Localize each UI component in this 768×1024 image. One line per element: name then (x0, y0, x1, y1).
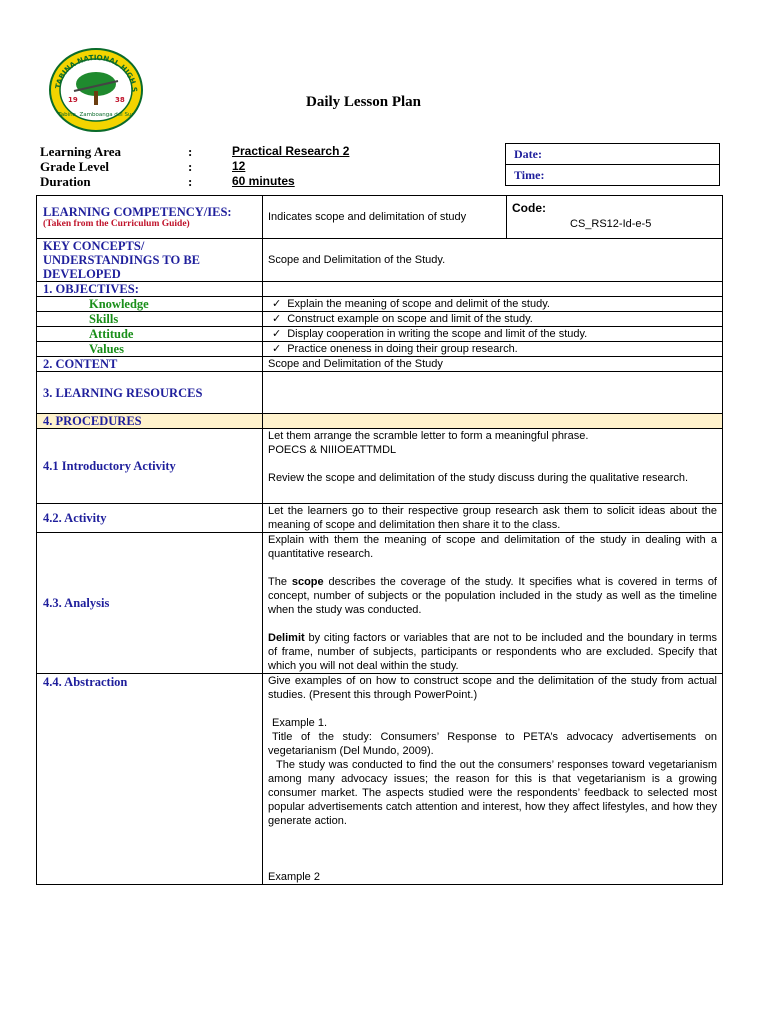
objective-knowledge-row (37, 297, 723, 312)
abstraction-paragraph-1: Give examples of on how to construct scope and the delimitation of the study from actual studies. (Present this through PowerPoint.) (268, 675, 717, 701)
objective-skills-row (37, 312, 723, 327)
key-concepts-value: Scope and Delimitation of the Study. (263, 239, 723, 282)
analysis-paragraph-3: Delimit by citing factors or variables that are not to be included and the boundary in terms of frame, number of subjects, participants or respondents who are excluded. Specify that which you will not deal within the study. (268, 632, 717, 672)
svg-text:19: 19 (68, 96, 78, 104)
objectives-row (37, 282, 723, 297)
date-field[interactable]: Date: (514, 147, 542, 161)
intro-scrambled-letters: POECS & NIIIOEATTMDL (268, 444, 397, 456)
objectives-label: 1. OBJECTIVES: (37, 282, 263, 297)
school-logo (48, 47, 144, 133)
document-title: Daily Lesson Plan (306, 94, 422, 110)
lesson-plan-table (36, 195, 723, 885)
content-value: Scope and Delimitation of the Study (263, 357, 723, 372)
example-1-body: The study was conducted to find the out the consumers’ responses toward vegetarianism among many advocacy issues; the reason for this is that vegetarianism is a growing consumer market. The aspects studied were the respondents’ feedback to selected most popular advertisements catch attention and interest, how they affect lifestyles, and how they generate action. (268, 759, 717, 827)
procedures-row (37, 414, 723, 429)
competency-label-cell (37, 196, 263, 239)
competency-sublabel: (Taken from the Curriculum Guide) (43, 218, 190, 229)
example-1-title: Title of the study: Consumers’ Response to PETA’s advocacy advertisements on vegetarianism (Del Mundo, 2009). (268, 731, 717, 757)
code-value: CS_RS12-Id-e-5 (570, 218, 652, 230)
content-label: 2. CONTENT (37, 357, 263, 372)
abstraction-label: 4.4. Abstraction (37, 674, 263, 885)
date-time-box (505, 143, 720, 186)
abstraction-row (37, 674, 723, 885)
competency-value: Indicates scope and delimitation of study (263, 196, 507, 239)
code-label: Code: (512, 201, 546, 215)
activity-row (37, 504, 723, 533)
resources-row (37, 372, 723, 414)
analysis-label: 4.3. Analysis (37, 533, 263, 674)
learning-area-label: Learning Area (40, 144, 122, 159)
time-field[interactable]: Time: (506, 164, 719, 185)
learning-area-value: Practical Research 2 (232, 144, 350, 158)
activity-label: 4.2. Activity (37, 504, 263, 533)
abstraction-content (263, 674, 723, 885)
key-concepts-label: KEY CONCEPTS/ UNDERSTANDINGS TO BE DEVELOPED (37, 239, 263, 282)
competency-row (37, 196, 723, 239)
duration-label: Duration (40, 174, 91, 189)
resources-value (263, 372, 723, 414)
analysis-paragraph-2: The scope describes the coverage of the study. It specifies what is covered in terms of concept, number of subjects or the population included in the study as well as the timeline when the study was conducted. (268, 576, 717, 616)
delimit-term: Delimit (268, 632, 305, 644)
objective-domain-values: Values (89, 342, 124, 356)
intro-line-1: Let them arrange the scramble letter to form a meaningful phrase. (268, 430, 589, 442)
objective-text-skills: ✓ Construct example on scope and limit of the study. (268, 312, 533, 326)
code-cell (507, 196, 723, 239)
intro-activity-content (263, 429, 723, 504)
analysis-paragraph-1: Explain with them the meaning of scope and delimitation of the study in dealing with a quantitative research. (268, 534, 717, 560)
svg-text:38: 38 (115, 96, 125, 104)
intro-activity-label: 4.1 Introductory Activity (37, 429, 263, 504)
duration-value: 60 minutes (232, 174, 295, 188)
objective-domain-attitude: Attitude (89, 327, 134, 341)
content-row (37, 357, 723, 372)
example-1-label: Example 1. (272, 717, 328, 729)
grade-level-label: Grade Level (40, 159, 109, 174)
intro-activity-row (37, 429, 723, 504)
objective-domain-skills: Skills (89, 312, 119, 326)
key-concepts-row (37, 239, 723, 282)
resources-label: 3. LEARNING RESOURCES (37, 372, 263, 414)
objective-text-knowledge: ✓ Explain the meaning of scope and delimit of the study. (268, 297, 550, 311)
analysis-row (37, 533, 723, 674)
procedures-label: 4. PROCEDURES (37, 414, 263, 429)
intro-line-3: Review the scope and delimitation of the study discuss during the qualitative research. (268, 472, 689, 484)
logo-text: TABINA NATIONAL HIGH S (53, 52, 140, 93)
competency-label: LEARNING COMPETENCY/IES: (43, 204, 232, 219)
objective-attitude-row (37, 327, 723, 342)
objective-text-values: ✓ Practice oneness in doing their group research. (268, 342, 518, 356)
colon: : (188, 174, 193, 189)
objective-domain-knowledge: Knowledge (89, 297, 149, 311)
logo-subtext: Tabina, Zamboanga del Sur (58, 112, 134, 118)
colon: : (188, 144, 193, 159)
analysis-content (263, 533, 723, 674)
example-2-label: Example 2 (268, 871, 320, 883)
scope-term: scope (291, 576, 324, 588)
objective-text-attitude: ✓ Display cooperation in writing the scope and limit of the study. (268, 327, 587, 341)
colon: : (188, 159, 193, 174)
grade-level-value: 12 (232, 159, 246, 173)
objective-values-row (37, 342, 723, 357)
activity-text: Let the learners go to their respective group research ask them to solicit ideas about the meaning of scope and delimitation then share it to the class. (263, 504, 723, 533)
